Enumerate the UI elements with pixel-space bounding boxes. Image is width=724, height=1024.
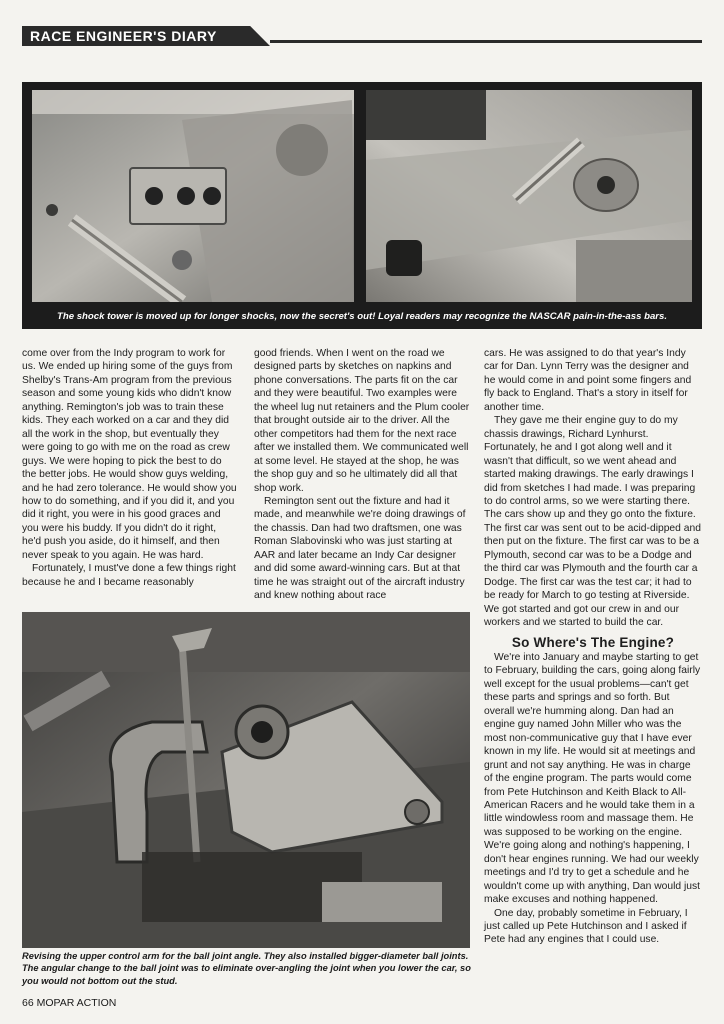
text-column-3 [484,347,702,947]
top-photo-caption: The shock tower is moved up for longer shocks, now the secret's out! Loyal readers may recognize the NASCAR pain-in-the-ass bars. [56,311,668,322]
column-3-paragraph: One day, probably sometime in February, I just called up Pete Hutchinson and I asked if Pete had any engines that I could use. [484,907,688,946]
header-rule [270,40,702,43]
column-1-paragraph: come over from the Indy program to work for us. We ended up hiring some of the guys from Shelby's Trans-Am program from the previous season and some young kids who didn't know anything. Remington's job was to train these kids. They each worked on a car and they did all the work in the shop, but eventually they were going to go with me on the road as crew guys. We were hoping to pick the best to do the better jobs. He would show guys welding, and he had zero tolerance. He would show you how to do something, and if you did it, and you did it right, you were in his good graces and you were his buddy. If you didn't do it right, he'd push you aside, do it himself, and then never speak to you again. He was hard. [22,348,237,561]
text-column-1 [22,347,238,589]
column-3-paragraph: They gave me their engine guy to do my chassis drawings, Richard Lynhurst. Fortunately, he and I got along well and it wasn't that difficult, so we went ahead and started making drawings. The early drawings I did from sketches I had made. I was preparing to do control arms, so we were starting there. The cars show up and they go onto the fixture. The first car was sent out to be acid-dipped and then put on the fixture. The first car was to be a Plymouth, second car was to be a Dodge and the third car was Plymouth and the fourth car a Dodge. The first car was the test car; it had to be ready for March to go testing at Riverside. We got started and got our crew in and our workers and we started to build the car. [484,415,701,629]
page-footer: 66 MOPAR ACTION [22,997,117,1009]
column-3-paragraph: We're into January and maybe starting to get to February, building the cars, going along fairly well except for the usual problems—can't get these parts and springs and so forth. But overall we're humming along. Dan had an engine guy named John Miller who was the most non-communicative guy that I have ever known in my life. He would sit at meetings and grunt and not say anything. He was in charge of the engine program. The parts would come from Pete Hutchinson and Keith Black to All-American Racers and he would take them in a little windowless room and massage them. He was supposed to be working on the engine. We're going along and nothing's happening, I don't hear engines running. We had our weekly meetings and I'd try to get a schedule and he wouldn't come up with anything, Dan would just make excuses and nothing happened. [484,651,701,906]
text-column-2 [254,347,470,603]
shock-tower-photo-left [32,90,354,302]
section-title: RACE ENGINEER'S DIARY [30,28,217,44]
top-photo-panel [22,82,702,329]
control-arm-caption: Revising the upper control arm for the ball joint angle. They also installed bigger-diameter ball joints. The angular change to the ball joint was to eliminate over-angling the joint when you lower the car, so you would not bottom out the stud. [22,951,471,986]
column-2-paragraph: good friends. When I went on the road we designed parts by sketches on napkins and phone conversations. The parts fit on the car and they were beautiful. Two examples were the wheel lug nut retainers and the Plum cooler that brought outside air to the driver. All the other competitors had them for the next race after we installed them. We communicated well at some level. He stayed at the shop, he was the shop guy and so he ultimately did all that shop work. [254,348,470,494]
shock-tower-photo-right [366,90,692,302]
column-3-paragraph: cars. He was assigned to do that year's Indy car for Dan. Lynn Terry was the designer and he would come in and point some fingers and fly back to England. That's a story in itself for another time. [484,348,692,413]
section-header [22,26,702,46]
sub-heading: So Where's The Engine? [511,634,675,650]
control-arm-photo [22,612,470,948]
column-1-paragraph: Fortunately, I must've done a few things right because he and I became reasonably [22,563,236,588]
column-2-paragraph: Remington sent out the fixture and had it made, and meanwhile we're doing drawings of the chassis. Dan had two draftsmen, one was Roman Slabovinski who was just starting at AAR and later became an Indy Car designer and did some award-winning cars. But at that time he was straight out of the aircraft industry and knew nothing about race [254,495,466,602]
